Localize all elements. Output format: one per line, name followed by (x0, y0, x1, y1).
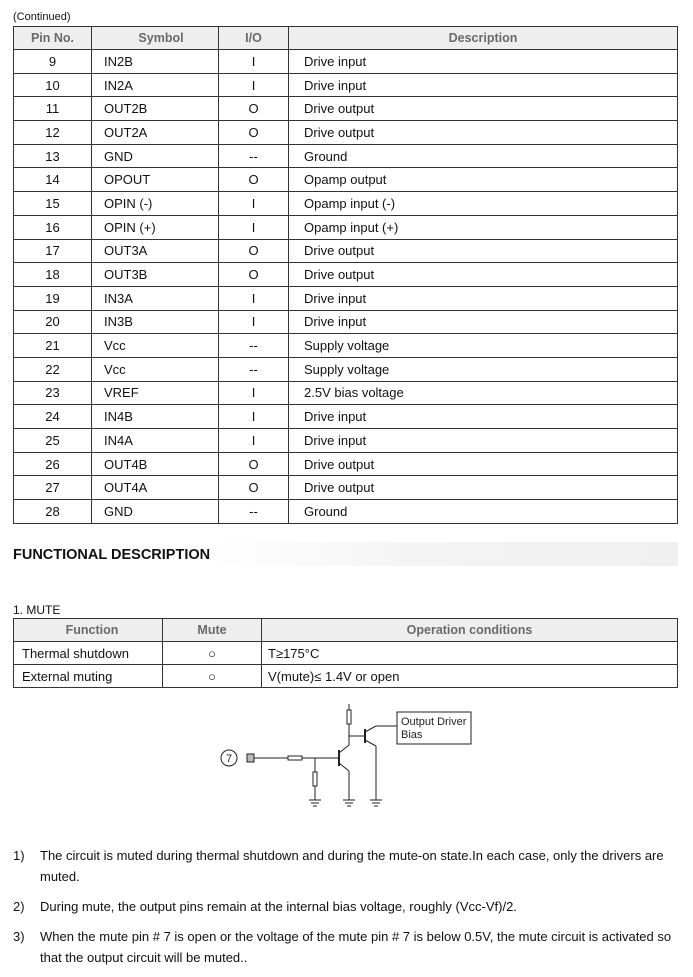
conditions-cell: T≥175°C (262, 642, 678, 665)
symbol-cell: GND (92, 500, 219, 524)
pin-pad (247, 754, 254, 762)
io-cell: O (219, 476, 289, 500)
table-row (14, 310, 678, 334)
io-cell: O (219, 239, 289, 263)
symbol-cell: IN3A (92, 286, 219, 310)
table-row (14, 665, 678, 688)
description-cell: Ground (289, 500, 678, 524)
mute-section-title: 1. MUTE (13, 603, 61, 617)
note-number: 1) (13, 848, 25, 863)
io-cell: I (219, 215, 289, 239)
description-cell: 2.5V bias voltage (289, 381, 678, 405)
box-label-line2: Bias (401, 729, 423, 741)
table-row (14, 357, 678, 381)
io-cell: -- (219, 144, 289, 168)
pin-7-label: 7 (225, 753, 233, 765)
symbol-cell: Vcc (92, 334, 219, 358)
header-operation-conditions: Operation conditions (262, 619, 678, 642)
table-row (14, 381, 678, 405)
table-row (14, 476, 678, 500)
io-cell: I (219, 50, 289, 74)
pin-no-cell: 9 (14, 50, 92, 74)
description-cell: Drive output (289, 121, 678, 145)
pin-no-cell: 13 (14, 144, 92, 168)
pin-no-cell: 20 (14, 310, 92, 334)
table-row (14, 239, 678, 263)
table-row (14, 405, 678, 429)
list-item (13, 926, 678, 968)
function-cell: External muting (14, 665, 163, 688)
io-cell: I (219, 73, 289, 97)
note-number: 2) (13, 899, 25, 914)
io-cell: I (219, 405, 289, 429)
description-cell: Drive output (289, 452, 678, 476)
table-row (14, 121, 678, 145)
table-row (14, 215, 678, 239)
description-cell: Drive input (289, 310, 678, 334)
table-row (14, 73, 678, 97)
description-cell: Drive output (289, 239, 678, 263)
io-cell: I (219, 429, 289, 453)
description-cell: Drive input (289, 405, 678, 429)
pin-no-cell: 15 (14, 192, 92, 216)
mute-cell: ○ (163, 665, 262, 688)
io-cell: -- (219, 500, 289, 524)
description-cell: Drive input (289, 286, 678, 310)
description-cell: Drive output (289, 476, 678, 500)
description-cell: Supply voltage (289, 357, 678, 381)
table-row (14, 97, 678, 121)
header-mute: Mute (163, 619, 262, 642)
pin-no-cell: 18 (14, 263, 92, 287)
function-cell: Thermal shutdown (14, 642, 163, 665)
table-row (14, 500, 678, 524)
continued-label: (Continued) (13, 11, 71, 23)
note-text: During mute, the output pins remain at the internal bias voltage, roughly (Vcc-Vf)/2. (40, 899, 517, 914)
conditions-cell: V(mute)≤ 1.4V or open (262, 665, 678, 688)
header-io: I/O (219, 27, 289, 50)
mute-table-header-row (14, 619, 678, 642)
table-row (14, 168, 678, 192)
io-cell: I (219, 286, 289, 310)
description-cell: Drive output (289, 263, 678, 287)
description-cell: Drive input (289, 429, 678, 453)
input-resistor (288, 756, 302, 760)
description-cell: Drive output (289, 97, 678, 121)
pin-no-cell: 16 (14, 215, 92, 239)
notes-list (13, 845, 678, 977)
io-cell: O (219, 263, 289, 287)
pin-table-header-row (14, 27, 678, 50)
symbol-cell: Vcc (92, 357, 219, 381)
note-text: The circuit is muted during thermal shutdown and during the mute-on state.In each case, only the drivers are muted. (40, 848, 664, 884)
table-row (14, 144, 678, 168)
symbol-cell: IN3B (92, 310, 219, 334)
pin-no-cell: 23 (14, 381, 92, 405)
description-cell: Opamp input (+) (289, 215, 678, 239)
header-function: Function (14, 619, 163, 642)
table-row (14, 286, 678, 310)
pin-no-cell: 17 (14, 239, 92, 263)
symbol-cell: OUT3A (92, 239, 219, 263)
symbol-cell: OUT3B (92, 263, 219, 287)
symbol-cell: OUT4A (92, 476, 219, 500)
list-item (13, 896, 678, 917)
symbol-cell: IN4B (92, 405, 219, 429)
section-title: FUNCTIONAL DESCRIPTION (13, 542, 678, 566)
table-row (14, 50, 678, 74)
pin-no-cell: 26 (14, 452, 92, 476)
pin-no-cell: 19 (14, 286, 92, 310)
pin-no-cell: 11 (14, 97, 92, 121)
pin-no-cell: 25 (14, 429, 92, 453)
io-cell: O (219, 168, 289, 192)
note-text: When the mute pin # 7 is open or the voltage of the mute pin # 7 is below 0.5V, the mute circuit is activated so that the output circuit will be muted.. (40, 929, 672, 965)
symbol-cell: OUT2B (92, 97, 219, 121)
io-cell: I (219, 192, 289, 216)
mute-table (13, 618, 678, 688)
pin-no-cell: 22 (14, 357, 92, 381)
header-symbol: Symbol (92, 27, 219, 50)
mute-cell: ○ (163, 642, 262, 665)
io-cell: I (219, 381, 289, 405)
pin-no-cell: 10 (14, 73, 92, 97)
pin-no-cell: 28 (14, 500, 92, 524)
io-cell: -- (219, 357, 289, 381)
pulldown-resistor (313, 772, 317, 786)
table-row (14, 263, 678, 287)
description-cell: Opamp input (-) (289, 192, 678, 216)
pin-no-cell: 27 (14, 476, 92, 500)
symbol-cell: OPOUT (92, 168, 219, 192)
description-cell: Drive input (289, 73, 678, 97)
symbol-cell: OUT2A (92, 121, 219, 145)
table-row (14, 642, 678, 665)
description-cell: Supply voltage (289, 334, 678, 358)
pin-no-cell: 24 (14, 405, 92, 429)
symbol-cell: IN2A (92, 73, 219, 97)
pin-description-table (13, 26, 678, 524)
description-cell: Ground (289, 144, 678, 168)
symbol-cell: VREF (92, 381, 219, 405)
pin-no-cell: 12 (14, 121, 92, 145)
io-cell: O (219, 121, 289, 145)
table-row (14, 192, 678, 216)
io-cell: -- (219, 334, 289, 358)
table-row (14, 334, 678, 358)
table-row (14, 429, 678, 453)
bias-resistor (347, 710, 351, 724)
pin-no-cell: 14 (14, 168, 92, 192)
description-cell: Opamp output (289, 168, 678, 192)
symbol-cell: IN2B (92, 50, 219, 74)
description-cell: Drive input (289, 50, 678, 74)
mute-circuit-diagram (210, 700, 480, 815)
pin-no-cell: 21 (14, 334, 92, 358)
io-cell: O (219, 97, 289, 121)
header-pin-no: Pin No. (14, 27, 92, 50)
list-item (13, 845, 678, 887)
header-description: Description (289, 27, 678, 50)
symbol-cell: OPIN (+) (92, 215, 219, 239)
symbol-cell: GND (92, 144, 219, 168)
symbol-cell: OPIN (-) (92, 192, 219, 216)
io-cell: O (219, 452, 289, 476)
note-number: 3) (13, 929, 25, 944)
table-row (14, 452, 678, 476)
symbol-cell: OUT4B (92, 452, 219, 476)
io-cell: I (219, 310, 289, 334)
box-label-line1: Output Driver (401, 716, 467, 728)
symbol-cell: IN4A (92, 429, 219, 453)
